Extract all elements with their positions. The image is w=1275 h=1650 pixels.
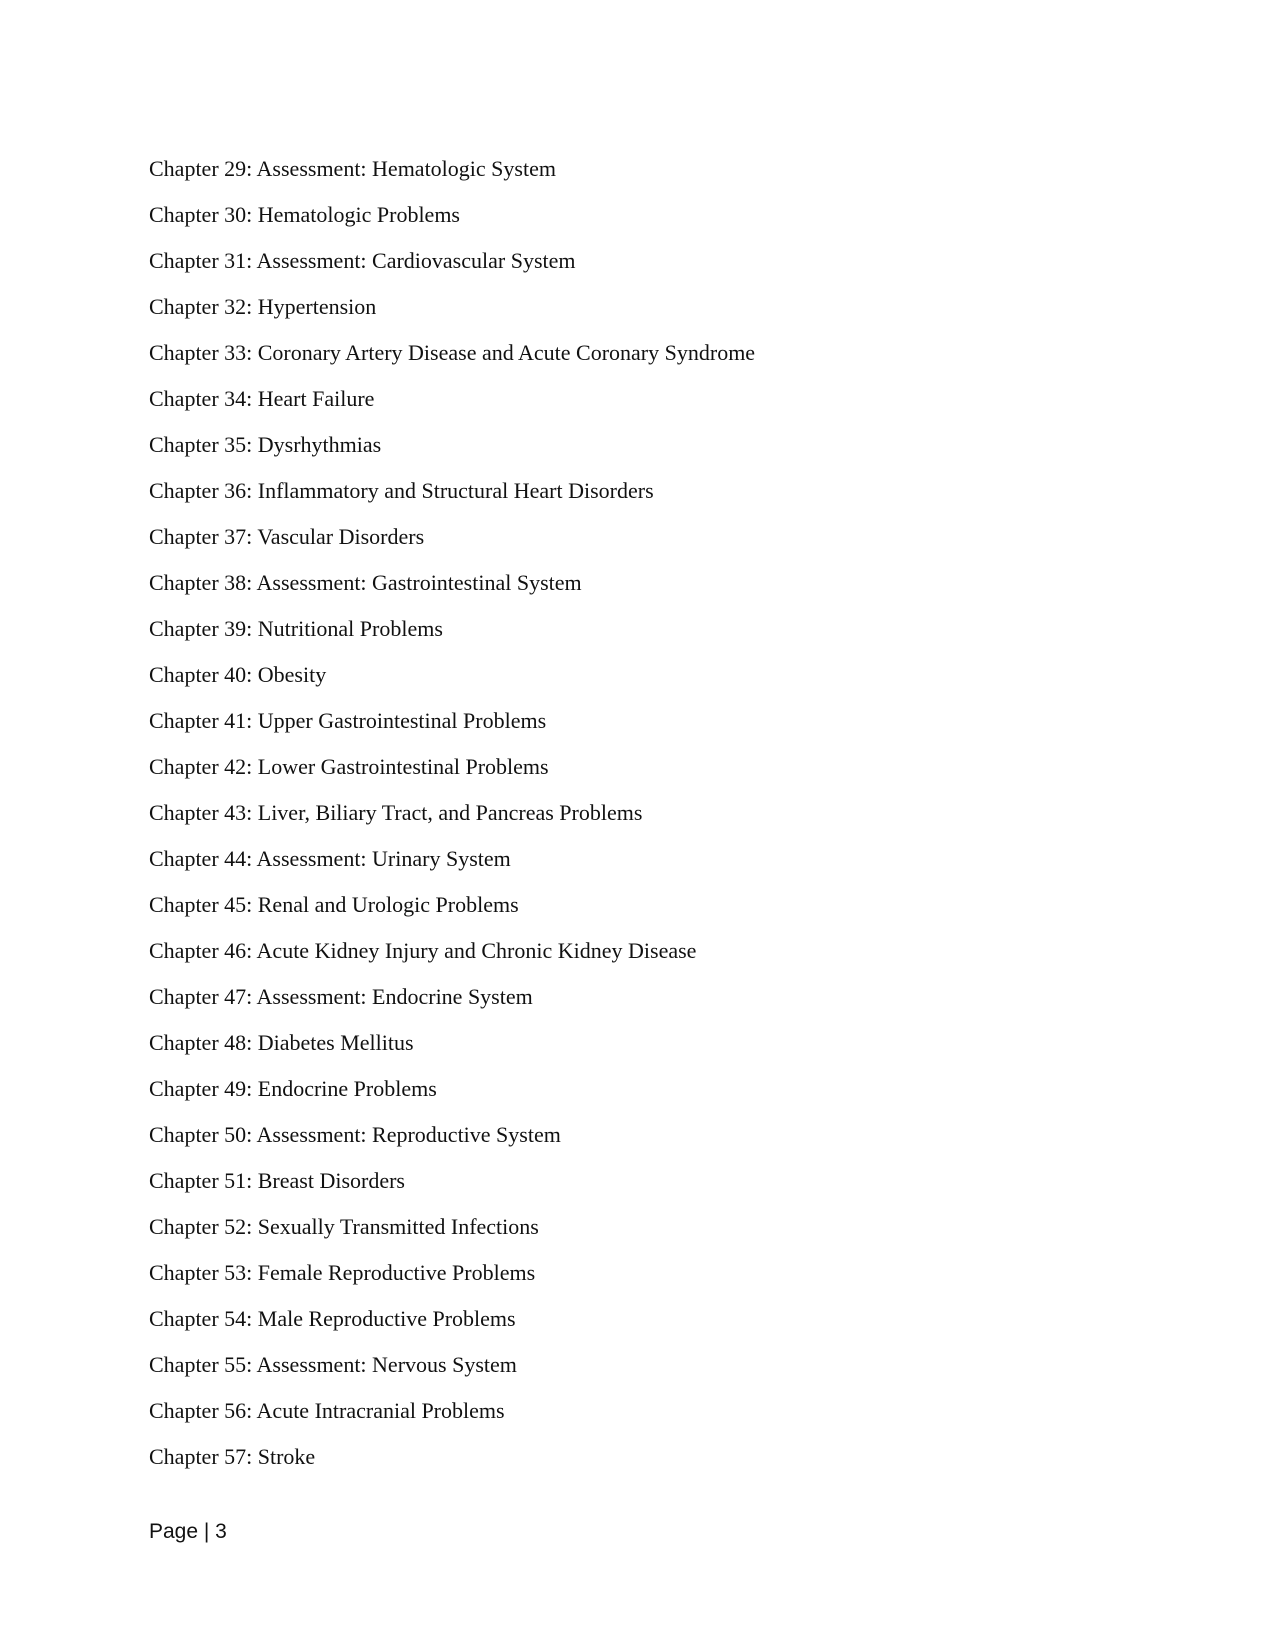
chapter-item: Chapter 37: Vascular Disorders — [149, 524, 425, 549]
chapter-item: Chapter 38: Assessment: Gastrointestinal System — [149, 570, 582, 595]
chapter-item: Chapter 31: Assessment: Cardiovascular System — [149, 248, 576, 273]
chapter-item: Chapter 46: Acute Kidney Injury and Chronic Kidney Disease — [149, 938, 697, 963]
chapter-item: Chapter 47: Assessment: Endocrine System — [149, 984, 533, 1009]
chapter-item: Chapter 33: Coronary Artery Disease and Acute Coronary Syndrome — [149, 340, 756, 365]
chapter-item: Chapter 53: Female Reproductive Problems — [149, 1260, 536, 1285]
chapter-item: Chapter 30: Hematologic Problems — [149, 202, 460, 227]
chapter-list — [149, 146, 755, 1480]
chapter-item: Chapter 43: Liver, Biliary Tract, and Pancreas Problems — [149, 800, 643, 825]
chapter-item: Chapter 39: Nutritional Problems — [149, 616, 443, 641]
chapter-item: Chapter 50: Assessment: Reproductive System — [149, 1122, 561, 1147]
page-number-footer: Page | 3 — [149, 1520, 227, 1543]
chapter-item: Chapter 41: Upper Gastrointestinal Problems — [149, 708, 547, 733]
chapter-item: Chapter 48: Diabetes Mellitus — [149, 1030, 414, 1055]
chapter-item: Chapter 40: Obesity — [149, 662, 327, 687]
chapter-item: Chapter 34: Heart Failure — [149, 386, 375, 411]
chapter-item: Chapter 51: Breast Disorders — [149, 1168, 405, 1193]
chapter-item: Chapter 49: Endocrine Problems — [149, 1076, 437, 1101]
chapter-item: Chapter 45: Renal and Urologic Problems — [149, 892, 519, 917]
chapter-item: Chapter 55: Assessment: Nervous System — [149, 1352, 517, 1377]
chapter-item: Chapter 44: Assessment: Urinary System — [149, 846, 511, 871]
chapter-item: Chapter 29: Assessment: Hematologic System — [149, 156, 556, 181]
chapter-item: Chapter 32: Hypertension — [149, 294, 377, 319]
chapter-item: Chapter 36: Inflammatory and Structural Heart Disorders — [149, 478, 654, 503]
chapter-item: Chapter 35: Dysrhythmias — [149, 432, 382, 457]
chapter-item: Chapter 57: Stroke — [149, 1444, 316, 1469]
chapter-item: Chapter 52: Sexually Transmitted Infections — [149, 1214, 539, 1239]
chapter-item: Chapter 42: Lower Gastrointestinal Problems — [149, 754, 549, 779]
chapter-item: Chapter 56: Acute Intracranial Problems — [149, 1398, 505, 1423]
chapter-item: Chapter 54: Male Reproductive Problems — [149, 1306, 516, 1331]
